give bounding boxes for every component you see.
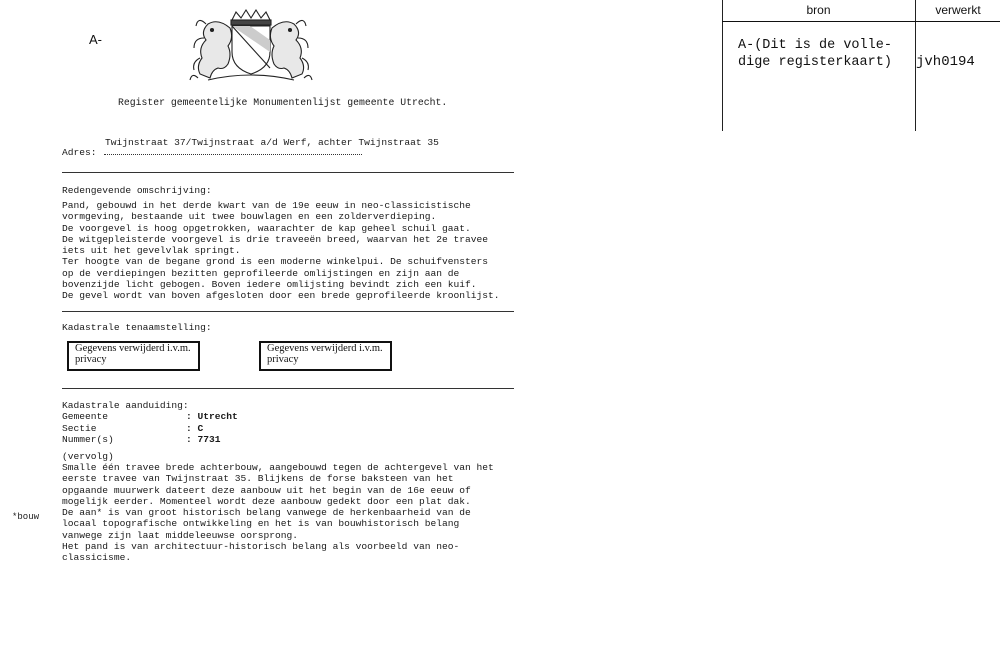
verwerkt-value: jvh0194 [916, 54, 975, 70]
description-line: De gevel wordt van boven afgesloten door een brede geprofileerde kroonlijst. [62, 290, 500, 302]
column-header-bron: bron [806, 3, 831, 17]
continuation-line: De aan* is van groot historisch belang vanwege de herkenbaarheid van de [62, 507, 471, 519]
column-header-verwerkt: verwerkt [935, 3, 981, 17]
divider-3 [62, 388, 514, 389]
table-header-rule [722, 21, 1000, 22]
table-left-border [722, 0, 723, 131]
description-text [62, 200, 500, 302]
register-title: Register gemeentelijke Monumentenlijst gemeente Utrecht. [118, 97, 448, 108]
divider-1 [62, 172, 514, 173]
tenaamstelling-label: Kadastrale tenaamstelling: [62, 322, 212, 333]
description-line: Pand, gebouwd in het derde kwart van de 19e eeuw in neo-classicistische [62, 200, 471, 211]
privacy-box-2-line2: privacy [267, 354, 299, 365]
description-line: bovenzijde licht gebogen. Boven iedere omlijsting bevindt zich een kuif. [62, 279, 477, 291]
margin-note: *bouw [12, 512, 40, 522]
continuation-text [62, 462, 494, 564]
address-dotted-leader [104, 146, 362, 155]
bron-line-1: A-(Dit is de volle- [738, 38, 892, 53]
aanduiding-sectie-key: Sectie [62, 423, 97, 434]
utrecht-coat-of-arms [188, 8, 314, 84]
privacy-box-1-line2: privacy [75, 354, 107, 365]
continuation-line: mogelijk eerder. Momenteel wordt deze aanbouw gedekt door een plat dak. [62, 495, 471, 507]
aanduiding-gemeente-value: : Utrecht [186, 411, 238, 422]
address-label: Adres: [62, 147, 97, 158]
aanduiding-nummers-value: : 7731 [186, 434, 221, 445]
privacy-box-2 [259, 341, 392, 371]
continuation-line: eerste travee van Twijnstraat 35. Blijkens de forse baksteen van het [62, 473, 454, 485]
continuation-line: classicisme. [62, 552, 132, 564]
continuation-line: vanwege zijn laat middeleeuwse oorsprong. [62, 529, 299, 541]
continuation-line: Smalle één travee brede achterbouw, aangebouwd tegen de achtergevel van het [62, 462, 494, 473]
privacy-box-1-line1: Gegevens verwijderd i.v.m. [75, 343, 191, 354]
description-line: vormgeving, bestaande uit twee bouwlagen en een zolderverdieping. [62, 211, 437, 223]
bron-line-2: dige registerkaart) [738, 55, 892, 70]
aanduiding-sectie-value: : C [186, 423, 204, 434]
address-value: Twijnstraat 37/Twijnstraat a/d Werf, achter Twijnstraat 35 [105, 137, 439, 148]
continuation-label: (vervolg) [62, 451, 114, 462]
description-label: Redengevende omschrijving: [62, 185, 212, 196]
description-line: iets uit het gevelvlak springt. [62, 245, 241, 257]
continuation-line: opgaande muurwerk dateert deze aanbouw uit het begin van de 16e eeuw of [62, 484, 471, 496]
description-line: op de verdiepingen bezitten geprofileerde omlijstingen en zijn aan de [62, 267, 460, 279]
aanduiding-label: Kadastrale aanduiding: [62, 400, 189, 411]
description-line: Ter hoogte van de begane grond is een moderne winkelpui. De schuifvensters [62, 256, 489, 268]
privacy-box-2-line1: Gegevens verwijderd i.v.m. [267, 343, 383, 354]
description-line: De witgepleisterde voorgevel is drie traveeën breed, waarvan het 2e travee [62, 233, 489, 245]
continuation-line: locaal topografische ontwikkeling en het is van bouwhistorisch belang [62, 518, 460, 530]
aanduiding-gemeente-key: Gemeente [62, 411, 109, 422]
description-line: De voorgevel is hoog opgetrokken, waarachter de kap geheel schuil gaat. [62, 222, 471, 234]
continuation-line: Het pand is van architectuur-historisch belang als voorbeeld van neo- [62, 541, 460, 553]
aanduiding-nummers-key: Nummer(s) [62, 434, 114, 445]
divider-2 [62, 311, 514, 312]
privacy-box-1 [67, 341, 200, 371]
card-marker: A- [89, 32, 102, 47]
